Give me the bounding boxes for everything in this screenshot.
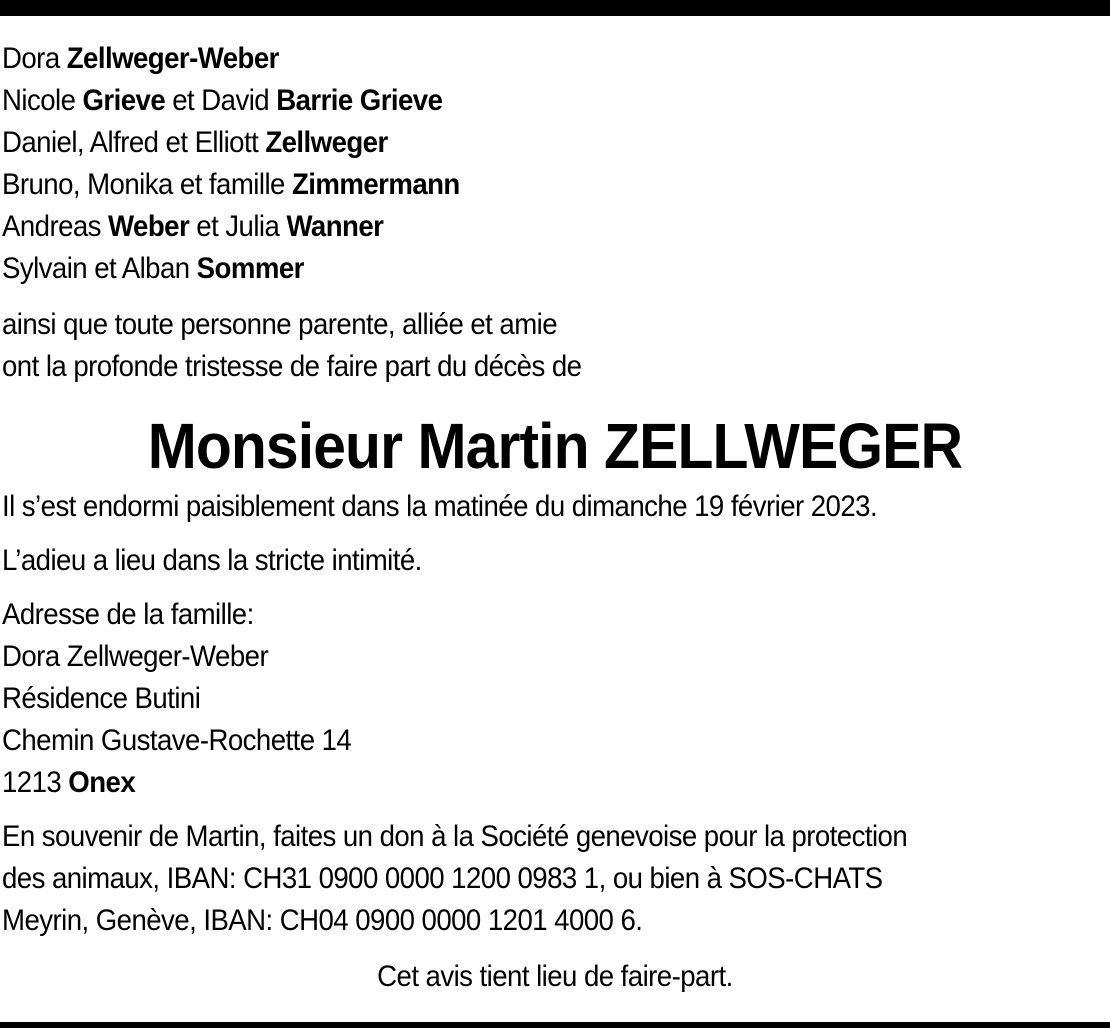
address-street: Chemin Gustave-Rochette 14 xyxy=(2,724,352,757)
closing-note: Cet avis tient lieu de faire-part. xyxy=(377,960,733,993)
surname: Zellweger xyxy=(265,126,388,159)
surname: Wanner xyxy=(286,210,384,243)
address-city: Onex xyxy=(68,766,136,799)
surname: Zimmermann xyxy=(291,168,460,201)
intro-line: ont la profonde tristesse de faire part du décès de xyxy=(2,350,582,383)
farewell-statement: L’adieu a lieu dans la stricte intimité. xyxy=(2,544,422,577)
family-line xyxy=(2,122,1108,164)
donation-request xyxy=(2,816,1108,942)
address-postcode: 1213 xyxy=(2,766,69,799)
given-names: Nicole xyxy=(2,84,83,117)
given-names: Sylvain et Alban xyxy=(2,252,197,285)
given-names: Dora xyxy=(2,42,67,75)
given-names: Daniel, Alfred et Elliott xyxy=(2,126,266,159)
death-notice xyxy=(2,38,1108,998)
surname: Grieve xyxy=(82,84,166,117)
donation-line: des animaux, IBAN: CH31 0900 0000 1200 0983 1, ou bien à SOS-CHATS xyxy=(2,862,883,895)
family-line xyxy=(2,206,1108,248)
family-line xyxy=(2,248,1108,290)
surname: Zellweger-Weber xyxy=(66,42,279,75)
address-residence: Résidence Butini xyxy=(2,682,201,715)
address-heading: Adresse de la famille: xyxy=(2,598,254,631)
surname: Sommer xyxy=(196,252,304,285)
top-rule xyxy=(0,0,1110,16)
donation-line: Meyrin, Genève, IBAN: CH04 0900 0000 1201 4000 6. xyxy=(2,904,643,937)
address-name: Dora Zellweger-Weber xyxy=(2,640,269,673)
given-names: Andreas xyxy=(2,210,109,243)
family-line xyxy=(2,80,1108,122)
surname: Barrie Grieve xyxy=(276,84,443,117)
passing-statement: Il s’est endormi paisiblement dans la matinée du dimanche 19 février 2023. xyxy=(2,490,878,523)
deceased-name: Monsieur Martin ZELLWEGER xyxy=(147,410,963,482)
given-names: et Julia xyxy=(189,210,287,243)
given-names: et David xyxy=(165,84,277,117)
family-line xyxy=(2,164,1108,206)
address-locality xyxy=(2,762,1108,804)
donation-line: En souvenir de Martin, faites un don à la Société genevoise pour la protection xyxy=(2,820,908,853)
surname: Weber xyxy=(108,210,190,243)
given-names: Bruno, Monika et famille xyxy=(2,168,292,201)
family-list xyxy=(2,38,1108,290)
family-line xyxy=(2,38,1108,80)
intro-line: ainsi que toute personne parente, alliée et amie xyxy=(2,308,558,341)
bottom-rule xyxy=(0,1022,1110,1028)
family-address xyxy=(2,594,1108,804)
